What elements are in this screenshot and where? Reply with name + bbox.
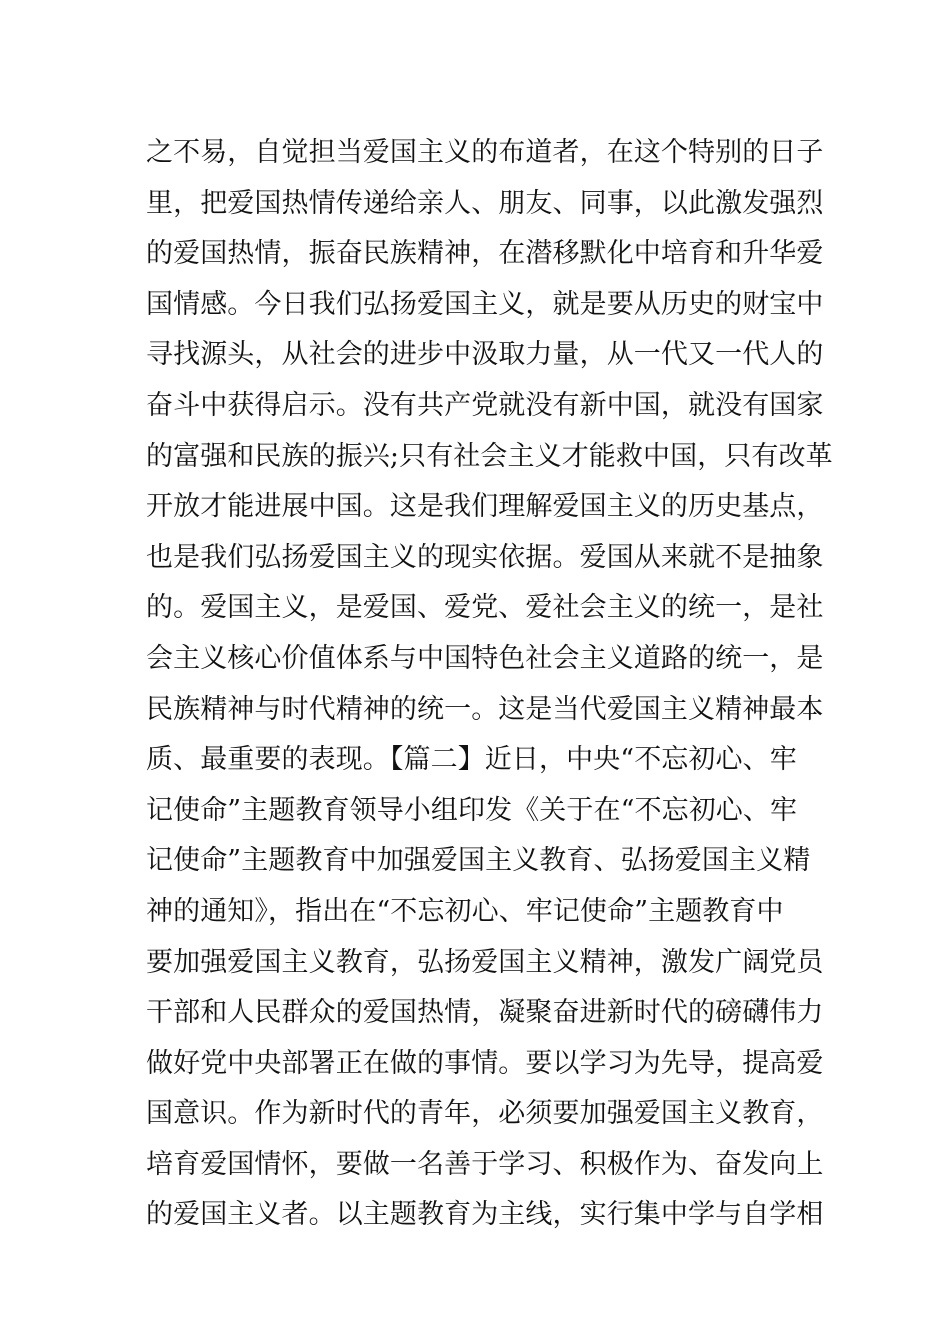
text-line: 开放才能进展中国。这是我们理解爱国主义的历史基点， [146,491,824,523]
body-text [146,128,833,1241]
text-line: 的。爱国主义，是爱国、爱党、爱社会主义的统一，是社 [146,592,824,624]
text-line: 做好党中央部署正在做的事情。要以学习为先导，提高爱 [146,1047,824,1079]
text-line: 国意识。作为新时代的青年，必须要加强爱国主义教育， [146,1098,824,1130]
text-line: 质、最重要的表现。【篇二】近日，中央“不忘初心、牢 [146,744,797,776]
text-line: 记使命”主题教育中加强爱国主义教育、弘扬爱国主义精 [146,845,811,877]
text-line: 奋斗中获得启示。没有共产党就没有新中国，就没有国家 [146,389,824,421]
text-line: 民族精神与时代精神的统一。这是当代爱国主义精神最本 [146,693,824,725]
text-line: 培育爱国情怀，要做一名善于学习、积极作为、奋发向上 [146,1148,824,1180]
text-line: 的富强和民族的振兴;只有社会主义才能救中国，只有改革 [146,440,833,472]
text-line: 神的通知》，指出在“不忘初心、牢记使命”主题教育中 [146,895,784,927]
text-line: 记使命”主题教育领导小组印发《关于在“不忘初心、牢 [146,794,798,826]
text-line: 要加强爱国主义教育，弘扬爱国主义精神，激发广阔党员 [146,946,824,978]
text-line: 的爱国主义者。以主题教育为主线，实行集中学与自学相 [146,1199,824,1231]
text-line: 里，把爱国热情传递给亲人、朋友、同事，以此激发强烈 [146,187,824,219]
text-line: 寻找源头，从社会的进步中汲取力量，从一代又一代人的 [146,339,824,371]
text-line: 也是我们弘扬爱国主义的现实依据。爱国从来就不是抽象 [146,541,824,573]
text-line: 会主义核心价值体系与中国特色社会主义道路的统一，是 [146,642,824,674]
text-line: 之不易，自觉担当爱国主义的布道者，在这个特别的日子 [146,137,824,168]
text-line: 的爱国热情，振奋民族精神，在潜移默化中培育和升华爱 [146,238,824,270]
text-line: 国情感。今日我们弘扬爱国主义，就是要从历史的财宝中 [146,288,824,320]
text-line: 干部和人民群众的爱国热情，凝聚奋进新时代的磅礴伟力 [146,997,824,1029]
